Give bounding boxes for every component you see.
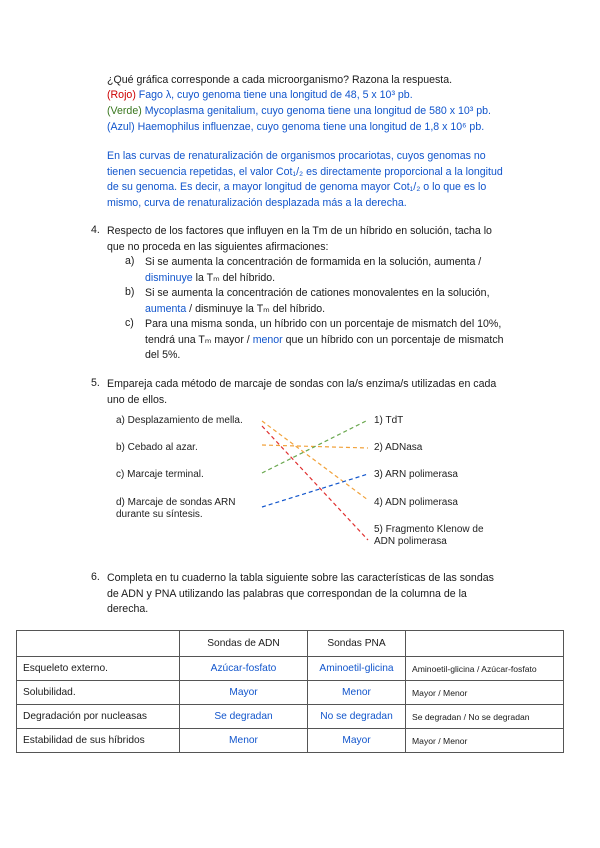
enzyme-5-line2: ADN polimerasa	[374, 536, 447, 547]
adn-value: Menor	[180, 729, 308, 753]
q4a-rest: la Tₘ del híbrido.	[192, 271, 276, 284]
pna-value: Mayor	[308, 729, 406, 753]
q3-question: ¿Qué gráfica corresponde a cada microorganismo? Razona la respuesta.	[107, 74, 453, 86]
probes-table	[16, 630, 564, 753]
pna-value: Aminoetil-glicina	[308, 657, 406, 681]
enzyme-2: 2) ADNasa	[374, 442, 423, 453]
q6-statement-line: de ADN y PNA utilizando las palabras que correspondan de la columna de la	[107, 587, 467, 600]
enzyme-5-line1: 5) Fragmento Klenow de	[374, 524, 484, 535]
q4-number: 4.	[91, 224, 100, 236]
q3-answer-line: de su genoma. Es decir, a mayor longitud de genoma mayor Cot₁/₂ o lo que es lo	[107, 181, 487, 194]
q3-item-green-tag: (Verde)	[107, 105, 142, 117]
method-d-line1: d) Marcaje de sondas ARN	[116, 497, 236, 508]
q4-statement-line: Respecto de los factores que influyen en la Tm de un híbrido en solución, tacha lo	[107, 225, 492, 237]
options-value: Se degradan / No se degradan	[406, 705, 564, 729]
q3-item-blue-text: Haemophilus influenzae, cuyo genoma tiene una longitud de 1,8 x 10⁶ pb.	[134, 121, 485, 133]
row-label: Solubilidad.	[17, 681, 180, 705]
match-line-c-1	[262, 420, 368, 473]
enzyme-4: 4) ADN polimerasa	[374, 497, 458, 508]
q4c-text	[145, 317, 504, 364]
table-row	[17, 681, 564, 705]
q4c-line1: Para una misma sonda, un híbrido con un porcentaje de mismatch del 10%,	[145, 318, 502, 330]
adn-value: Azúcar-fosfato	[180, 657, 308, 681]
options-value: Mayor / Menor	[406, 681, 564, 705]
q3-item-green-text: Mycoplasma genitalium, cuyo genoma tiene una longitud de 580 x 10³ pb.	[141, 105, 491, 117]
q4b-answer: aumenta	[145, 302, 187, 315]
adn-value: Mayor	[180, 681, 308, 705]
q4-statement	[107, 224, 492, 255]
q3-item-red	[107, 88, 413, 103]
method-d-line2: durante su síntesis.	[116, 509, 203, 520]
method-a: a) Desplazamiento de mella.	[116, 415, 243, 426]
row-label: Esqueleto externo.	[17, 657, 180, 681]
q4a-text	[145, 255, 481, 286]
q4b-rest: / disminuye la Tₘ del híbrido.	[186, 302, 326, 315]
options-value: Aminoetil-glicina / Azúcar-fosfato	[406, 657, 564, 681]
match-line-a-5	[262, 426, 368, 540]
q4a-label: a)	[125, 255, 135, 267]
method-b: b) Cebado al azar.	[116, 442, 198, 453]
q3-item-red-text: Fago λ, cuyo genoma tiene una longitud de 48, 5 x 10³ pb.	[135, 89, 413, 101]
enzyme-3: 3) ARN polimerasa	[374, 469, 458, 480]
table-row	[17, 657, 564, 681]
q3-answer-line: mismo, curva de renaturalización desplazada más a la derecha.	[107, 197, 407, 210]
enzyme-5	[374, 524, 484, 548]
table-header-cell	[17, 631, 180, 657]
table-header-cell: Sondas de ADN	[180, 631, 308, 657]
q3-item-blue	[107, 120, 484, 135]
q6-number: 6.	[91, 571, 100, 583]
table-header-cell	[406, 631, 564, 657]
q4b-label: b)	[125, 286, 135, 298]
q5-number: 5.	[91, 377, 100, 389]
q4c-post: que un híbrido con un porcentaje de mismatch	[282, 333, 504, 346]
q3-answer	[107, 149, 503, 212]
q3-item-green	[107, 104, 491, 119]
q5-statement	[107, 377, 496, 408]
match-line-a-4	[262, 421, 368, 500]
pna-value: No se degradan	[308, 705, 406, 729]
table-row	[17, 705, 564, 729]
adn-value: Se degradan	[180, 705, 308, 729]
q4c-pre: tendrá una Tₘ mayor /	[145, 333, 253, 346]
enzyme-1: 1) TdT	[374, 415, 404, 426]
match-line-d-3	[262, 474, 368, 507]
q5-statement-line: uno de ellos.	[107, 393, 168, 406]
q4a-line1: Si se aumenta la concentración de formamida en la solución, aumenta /	[145, 256, 482, 268]
match-line-b-2	[262, 445, 368, 448]
q5-statement-line: Empareja cada método de marcaje de sondas con la/s enzima/s utilizadas en cada	[107, 378, 497, 390]
q3-answer-line: En las curvas de renaturalización de organismos procariotas, cuyos genomas no	[107, 150, 486, 162]
method-d	[116, 497, 236, 521]
q4b-text	[145, 286, 490, 317]
table-header-row	[17, 631, 564, 657]
row-label: Degradación por nucleasas	[17, 705, 180, 729]
q3-item-red-tag: (Rojo)	[107, 89, 136, 101]
q6-statement	[107, 571, 494, 618]
options-value: Mayor / Menor	[406, 729, 564, 753]
q3-answer-line: tienen secuencia repetidas, el valor Cot₁/₂ es directamente proporcional a la longitud	[107, 165, 503, 178]
q6-statement-line: Completa en tu cuaderno la tabla siguiente sobre las características de las sondas	[107, 572, 494, 584]
row-label: Estabilidad de sus híbridos	[17, 729, 180, 753]
table-row	[17, 729, 564, 753]
method-c: c) Marcaje terminal.	[116, 469, 204, 480]
q4a-answer: disminuye	[145, 271, 193, 284]
q4c-line3: del 5%.	[145, 349, 181, 361]
table-header-cell: Sondas PNA	[308, 631, 406, 657]
q6-statement-line: derecha.	[107, 603, 149, 615]
q4-statement-line: que no proceda en las siguientes afirmaciones:	[107, 240, 329, 253]
q4c-label: c)	[125, 317, 134, 329]
q4c-answer: menor	[252, 333, 283, 346]
q3-item-blue-tag: (Azul)	[107, 121, 135, 133]
q4b-line1: Si se aumenta la concentración de cationes monovalentes en la solución,	[145, 287, 490, 299]
pna-value: Menor	[308, 681, 406, 705]
